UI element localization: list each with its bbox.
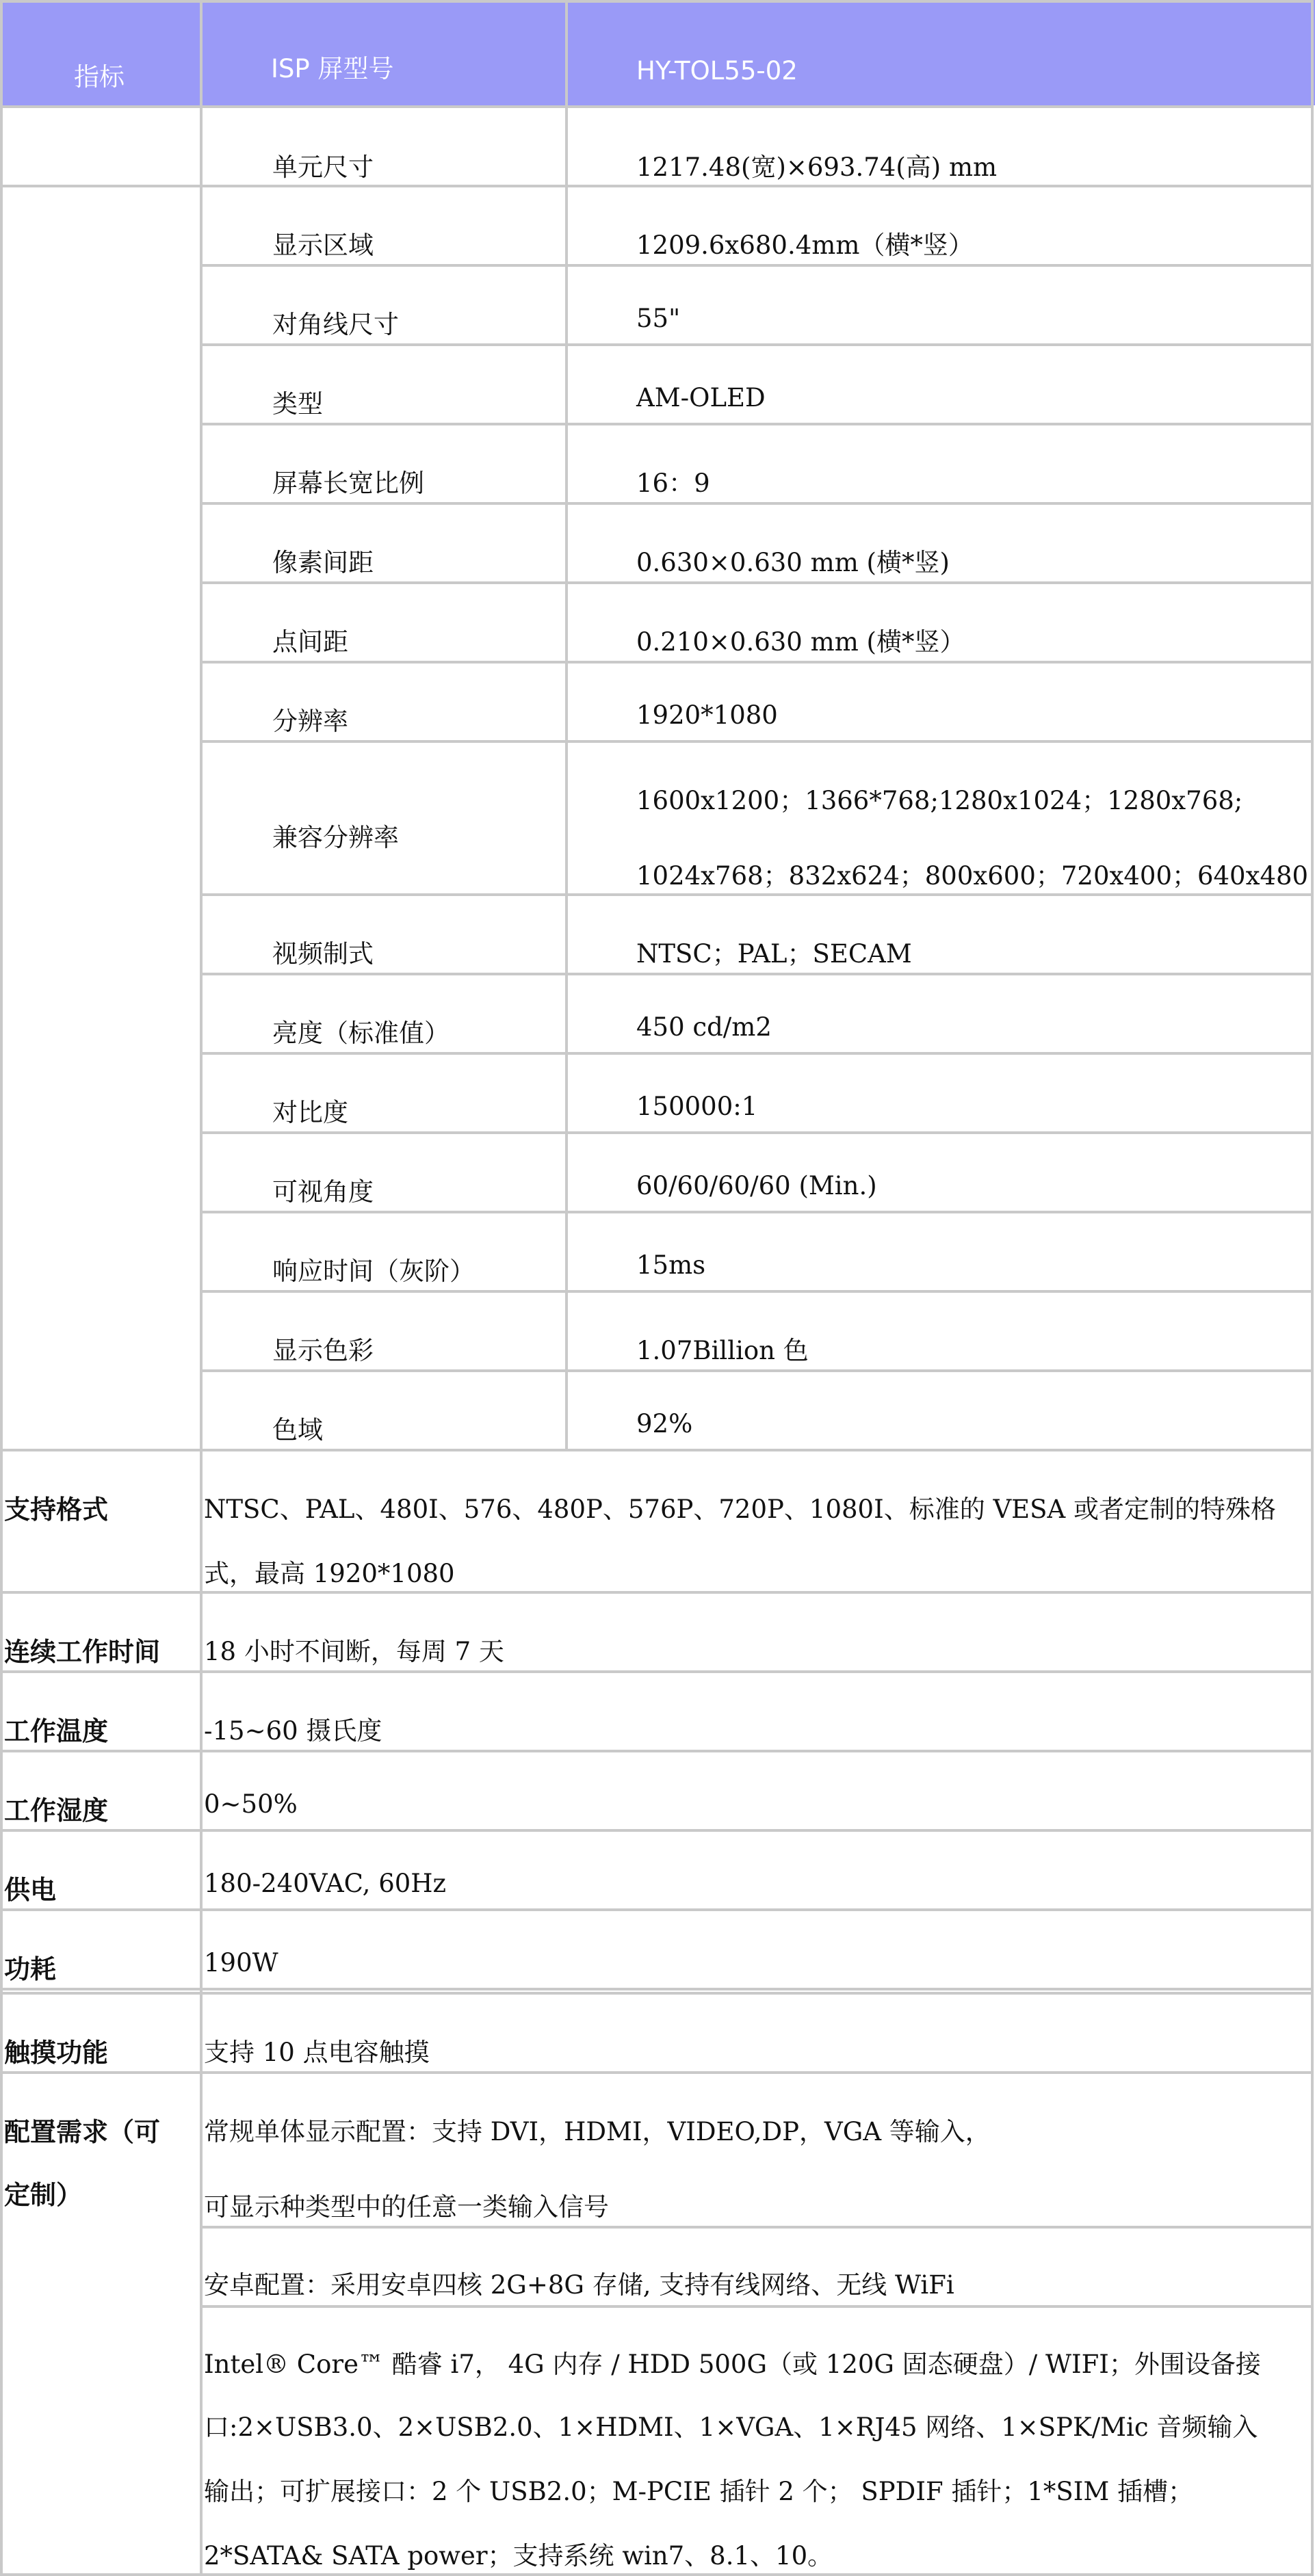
row-divider	[200, 2305, 1314, 2308]
spec-label: 可视角度	[272, 1177, 374, 1207]
row-divider	[200, 740, 1314, 743]
spec-value: 150000:1	[636, 1092, 758, 1121]
row-divider	[200, 1369, 1314, 1372]
general-value: 式，最高 1920*1080	[204, 1559, 455, 1588]
row-divider	[200, 661, 1314, 663]
header-cell-indicator	[0, 0, 200, 105]
spec-label: 视频制式	[272, 939, 374, 969]
row-divider	[0, 1908, 1314, 1911]
row-divider	[0, 2573, 1314, 2576]
spec-value: NTSC；PAL；SECAM	[636, 939, 912, 969]
config-label: 配置需求（可	[4, 2116, 161, 2147]
spec-label: 对比度	[272, 1098, 348, 1127]
row-divider	[0, 1750, 1314, 1752]
row-divider	[200, 2226, 1314, 2229]
spec-value: AM-OLED	[636, 383, 766, 412]
row-divider	[0, 1591, 1314, 1594]
spec-label: 亮度（标准值）	[272, 1018, 450, 1048]
general-label: 触摸功能	[4, 2037, 109, 2068]
row-divider	[0, 1449, 1314, 1451]
column-divider	[200, 1449, 203, 2576]
spec-label: 对角线尺寸	[272, 310, 399, 339]
spec-label: 屏幕长宽比例	[272, 469, 424, 498]
general-label: 连续工作时间	[4, 1636, 161, 1667]
config-value: 口:2×USB3.0、2×USB2.0、1×HDMI、1×VGA、1×RJ45 网络、1×SPK/Mic 音频输入	[204, 2413, 1258, 2442]
general-value: 支持 10 点电容触摸	[204, 2038, 430, 2067]
general-label: 工作温度	[4, 1716, 109, 1746]
general-label: 支持格式	[4, 1494, 109, 1525]
row-divider	[200, 1052, 1314, 1055]
spec-value: 1600x1200；1366*768;1280x1024；1280x768;	[636, 786, 1243, 815]
general-value: 190W	[204, 1948, 278, 1977]
general-label: 工作湿度	[4, 1795, 109, 1826]
spec-value: 1209.6x680.4mm（横*竖）	[636, 231, 974, 260]
spec-value: 1.07Billion 色	[636, 1336, 809, 1365]
row-divider	[0, 1829, 1314, 1832]
row-divider	[200, 973, 1314, 975]
general-value: -15~60 摄氏度	[204, 1716, 382, 1746]
config-value: 输出；可扩展接口：2 个 USB2.0；M-PCIE 插针 2 个； SPDIF 插针；1*SIM 插槽；	[204, 2477, 1194, 2506]
column-divider	[1311, 0, 1314, 2576]
header-cell-model-value	[565, 0, 1315, 105]
spec-value: 60/60/60/60 (Min.)	[636, 1171, 877, 1200]
row-divider	[0, 0, 1314, 3]
spec-value: 55"	[636, 304, 681, 333]
spec-label: 兼容分辨率	[272, 823, 399, 852]
general-label: 供电	[4, 1874, 57, 1905]
spec-value: 0.210×0.630 mm (横*竖）	[636, 627, 965, 657]
spec-label: 点间距	[272, 627, 348, 657]
row-divider	[200, 1211, 1314, 1213]
general-value: 18 小时不间断，每周 7 天	[204, 1637, 504, 1666]
spec-value: 92%	[636, 1409, 693, 1438]
spec-value: 1920*1080	[636, 700, 778, 730]
row-divider	[200, 1131, 1314, 1134]
general-value: NTSC、PAL、480I、576、480P、576P、720P、1080I、标准的 VESA 或者定制的特殊格	[204, 1495, 1277, 1524]
config-value: Intel® Core™ 酷睿 i7， 4G 内存 / HDD 500G（或 120G 固态硬盘）/ WIFI；外围设备接	[204, 2350, 1261, 2379]
row-divider	[200, 502, 1314, 505]
spec-value: 16：9	[636, 469, 710, 498]
spec-value: 15ms	[636, 1250, 706, 1280]
column-divider	[565, 0, 568, 1449]
spec-label: 像素间距	[272, 548, 374, 577]
spec-label: 单元尺寸	[272, 153, 374, 182]
spec-label: 分辨率	[272, 707, 348, 736]
spec-label: 类型	[272, 389, 323, 419]
row-divider	[0, 105, 1314, 108]
general-label: 功耗	[4, 1954, 57, 1984]
spec-value: 0.630×0.630 mm (横*竖)	[636, 548, 950, 577]
spec-label: 响应时间（灰阶）	[272, 1257, 475, 1286]
row-divider	[0, 1670, 1314, 1673]
general-value: 0~50%	[204, 1789, 298, 1819]
row-divider	[0, 185, 1314, 187]
spec-value: 1217.48(宽)×693.74(高) mm	[636, 153, 998, 182]
row-divider	[0, 2071, 1314, 2074]
row-divider	[200, 581, 1314, 584]
row-divider	[200, 423, 1314, 425]
row-divider	[0, 1988, 1314, 1990]
config-value: 2*SATA& SATA power；支持系统 win7、8.1、10。	[204, 2541, 833, 2571]
column-divider	[0, 0, 3, 2576]
spec-label: 显示区域	[272, 231, 374, 260]
header-indicator-label: 指标	[74, 62, 125, 92]
row-divider	[200, 893, 1314, 896]
config-value: 可显示种类型中的任意一类输入信号	[204, 2192, 609, 2222]
spec-label: 色域	[272, 1415, 323, 1445]
spec-label: 显示色彩	[272, 1336, 374, 1365]
header-model-label: ISP 屏型号	[271, 54, 394, 83]
row-divider	[0, 1992, 1314, 1995]
general-value: 180-240VAC, 60Hz	[204, 1869, 447, 1898]
spec-value: 450 cd/m2	[636, 1012, 772, 1042]
header-cell-model-label	[200, 0, 565, 105]
row-divider	[200, 264, 1314, 267]
config-value: 安卓配置：采用安卓四核 2G+8G 存储, 支持有线网络、无线 WiFi	[204, 2270, 954, 2300]
column-divider	[200, 0, 203, 1449]
config-label: 定制）	[4, 2179, 83, 2210]
row-divider	[200, 343, 1314, 346]
spec-value: 1024x768；832x624；800x600；720x400；640x480	[636, 861, 1309, 891]
row-divider	[200, 1290, 1314, 1293]
config-value: 常规单体显示配置：支持 DVI，HDMI，VIDEO,DP，VGA 等输入，	[204, 2117, 991, 2146]
header-model-value: HY-TOL55-02	[636, 56, 798, 86]
